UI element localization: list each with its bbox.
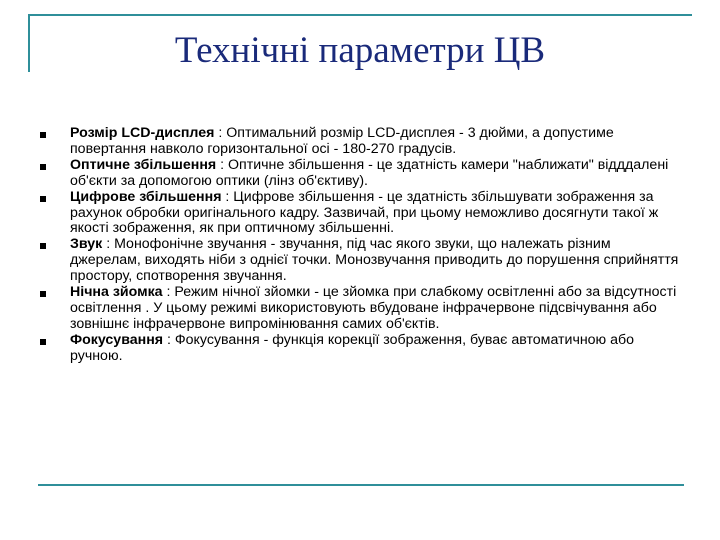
item-text: : Фокусування - функція корекції зображення, буває автоматичною або ручною.	[70, 331, 635, 364]
square-bullet-icon	[40, 196, 46, 202]
list-item	[40, 333, 680, 365]
item-text: : Монофонічне звучання - звучання, під час якого звуки, що належать різним джерелам, виходять ніби з однієї точки. Монозвучання приводить до порушення сприйняття простору, спотворення звучання.	[70, 236, 679, 285]
item-term: Розмір LCD-дисплея	[70, 125, 215, 141]
item-text: : Цифрове збільшення - це здатність збільшувати зображення за рахунок обробки оригінального кадру. Зазвичай, при цьому неможливо досягнути такої ж якості зображення, як при оптичному збільшенні.	[70, 188, 659, 237]
square-bullet-icon	[40, 243, 46, 249]
item-text: : Режим нічної зйомки - це зйомка при слабкому освітленні або за відсутності освітлення . У цьому режимі використовують вбудоване інфрачервоне підсвічування або зовнішнє інфрачервоне випромінювання самих об'єктів.	[70, 284, 677, 332]
frame-top-line	[28, 14, 692, 16]
item-text: : Оптимальний розмір LCD-дисплея - 3 дюйми, а допустиме повертання навколо горизонтальної осі - 180-270 градусів.	[70, 125, 614, 157]
list-item	[40, 158, 680, 190]
square-bullet-icon	[40, 291, 46, 297]
slide-content	[40, 126, 680, 365]
item-text: : Оптичне збільшення - це здатність камери "наближати" відддалені об'єкти за допомогою оптики (лінз об'єктиву).	[70, 156, 669, 189]
square-bullet-icon	[40, 164, 46, 170]
list-item	[40, 237, 680, 285]
square-bullet-icon	[40, 132, 46, 138]
slide-title: Технічні параметри ЦВ	[174, 30, 546, 71]
square-bullet-icon	[40, 339, 46, 345]
bullet-list	[40, 126, 680, 365]
item-term: Звук	[70, 236, 103, 253]
frame-bottom-line	[38, 484, 684, 486]
item-term: Оптичне збільшення	[70, 156, 217, 173]
item-term: Фокусування	[70, 331, 164, 348]
list-item	[40, 126, 680, 158]
list-item	[40, 285, 680, 333]
item-term: Цифрове збільшення	[70, 188, 222, 205]
list-item	[40, 190, 680, 238]
item-term: Нічна зйомка	[70, 284, 163, 301]
